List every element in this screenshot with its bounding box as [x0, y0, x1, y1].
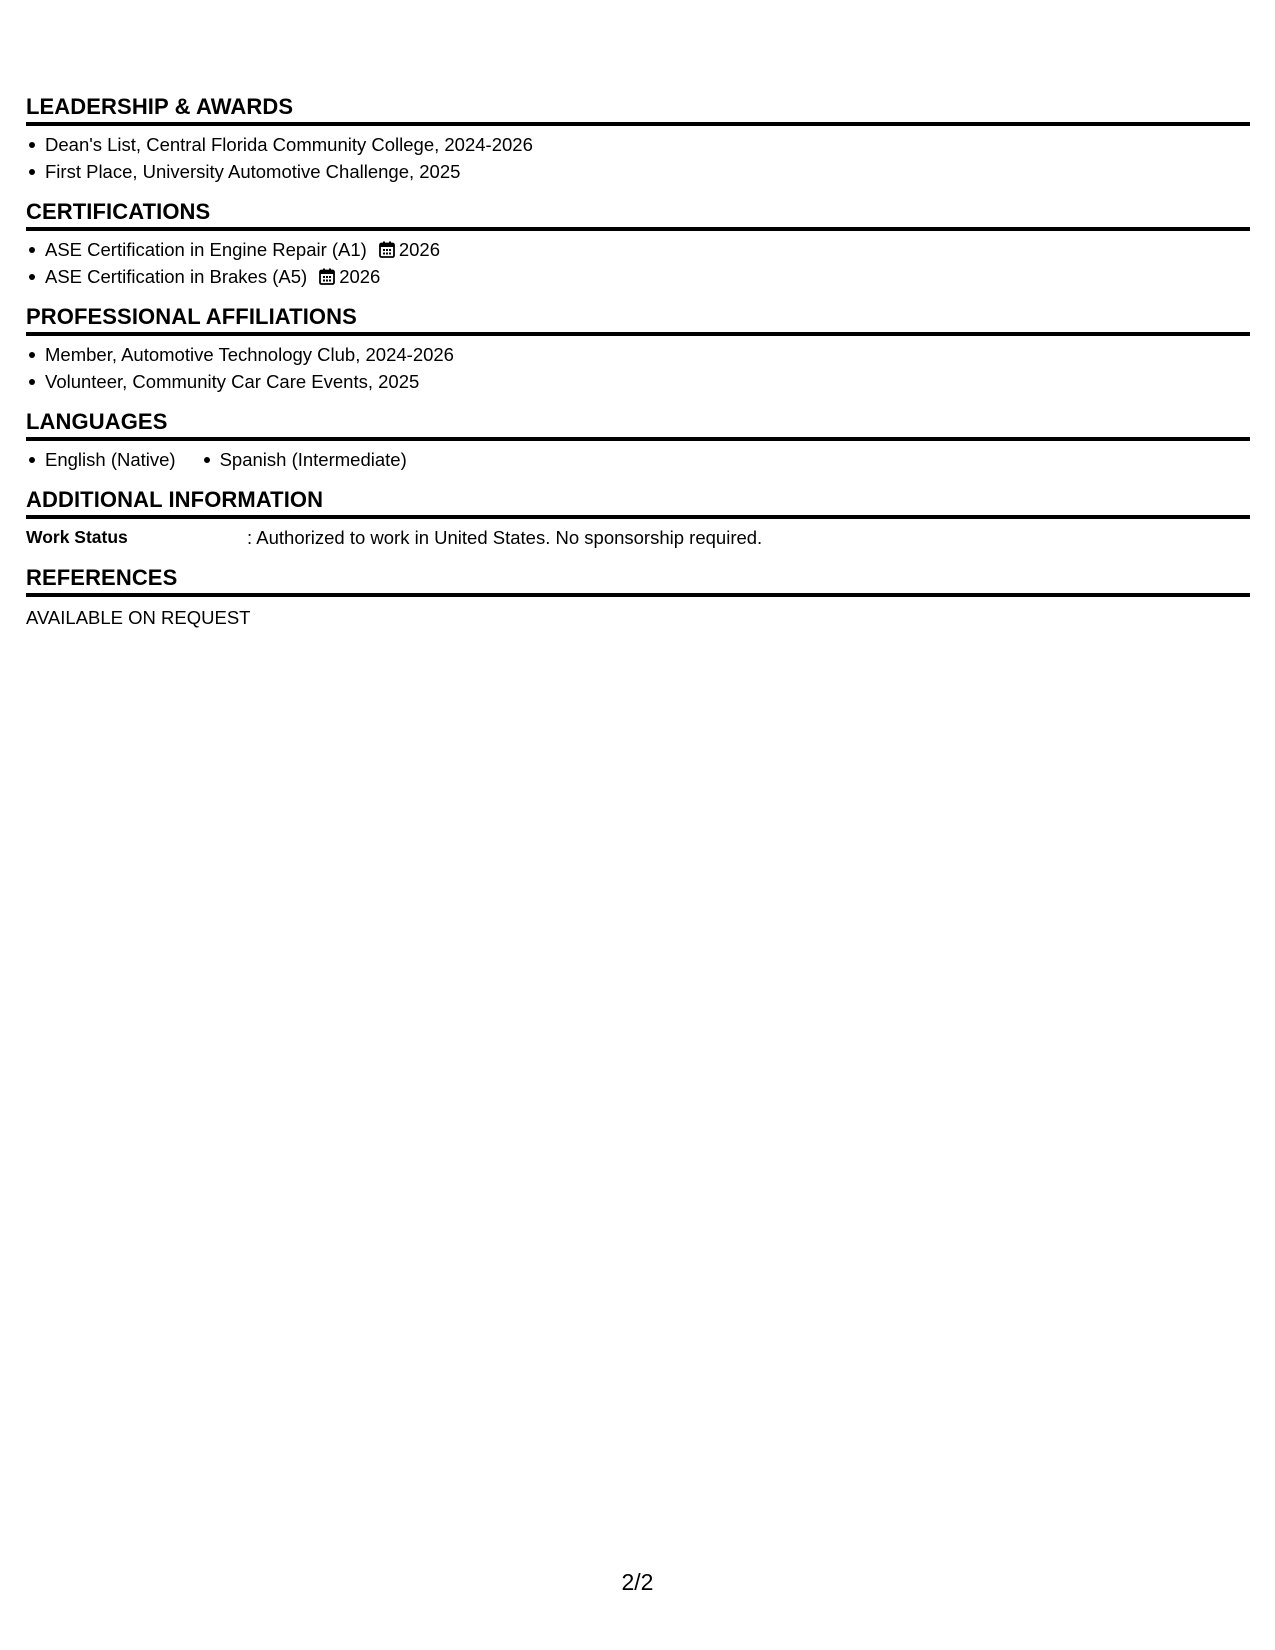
list-item — [26, 341, 1250, 368]
list-item-text: Dean's List, Central Florida Community College, 2024-2026 — [45, 134, 533, 155]
work-status-label: Work Status — [26, 527, 128, 547]
calendar-icon — [379, 238, 395, 265]
certifications-list — [26, 236, 1250, 290]
section-heading-leadership: LEADERSHIP & AWARDS — [26, 94, 294, 119]
language-text: English (Native) — [45, 449, 176, 470]
list-item — [26, 158, 1250, 185]
bullet-icon — [29, 352, 35, 358]
certification-year: 2026 — [339, 266, 381, 287]
bullet-icon — [29, 142, 35, 148]
certification-name: ASE Certification in Brakes (A5) — [45, 266, 308, 287]
list-item — [26, 263, 1250, 290]
section-divider — [26, 437, 1250, 441]
certification-year: 2026 — [398, 239, 441, 260]
bullet-icon — [29, 379, 35, 385]
list-item-text: Member, Automotive Technology Club, 2024-2026 — [45, 344, 454, 365]
references-section — [26, 565, 1250, 631]
languages-list — [26, 446, 1250, 473]
section-heading-affiliations: PROFESSIONAL AFFILIATIONS — [26, 304, 357, 329]
affiliations-section — [26, 304, 1250, 395]
section-heading-certifications: CERTIFICATIONS — [26, 199, 211, 224]
languages-section — [26, 409, 1250, 473]
bullet-icon — [204, 457, 210, 463]
list-item-text: Volunteer, Community Car Care Events, 2025 — [45, 371, 420, 392]
bullet-icon — [29, 274, 35, 280]
language-item — [26, 446, 176, 473]
language-item — [201, 446, 407, 473]
section-heading-references: REFERENCES — [26, 565, 178, 590]
section-divider — [26, 593, 1250, 597]
certifications-section — [26, 199, 1250, 290]
list-item — [26, 131, 1250, 158]
calendar-icon — [319, 265, 335, 292]
section-heading-languages: LANGUAGES — [26, 409, 168, 434]
section-divider — [26, 332, 1250, 336]
language-text: Spanish (Intermediate) — [219, 449, 407, 470]
references-text: AVAILABLE ON REQUEST — [26, 607, 251, 628]
list-item — [26, 236, 1250, 263]
leadership-awards-section — [26, 94, 1250, 185]
bullet-icon — [29, 169, 35, 175]
page-number: 2/2 — [621, 1569, 654, 1595]
certification-name: ASE Certification in Engine Repair (A1) — [45, 239, 367, 260]
list-item — [26, 368, 1250, 395]
bullet-icon — [29, 247, 35, 253]
affiliations-list — [26, 341, 1250, 395]
section-heading-additional: ADDITIONAL INFORMATION — [26, 487, 324, 512]
section-divider — [26, 515, 1250, 519]
work-status-row — [26, 524, 1250, 551]
work-status-value: : Authorized to work in United States. No sponsorship required. — [247, 527, 763, 548]
section-divider — [26, 122, 1250, 126]
section-divider — [26, 227, 1250, 231]
bullet-icon — [29, 457, 35, 463]
resume-page — [26, 94, 1250, 631]
leadership-list — [26, 131, 1250, 185]
list-item-text: First Place, University Automotive Challenge, 2025 — [45, 161, 461, 182]
additional-information-section — [26, 487, 1250, 551]
